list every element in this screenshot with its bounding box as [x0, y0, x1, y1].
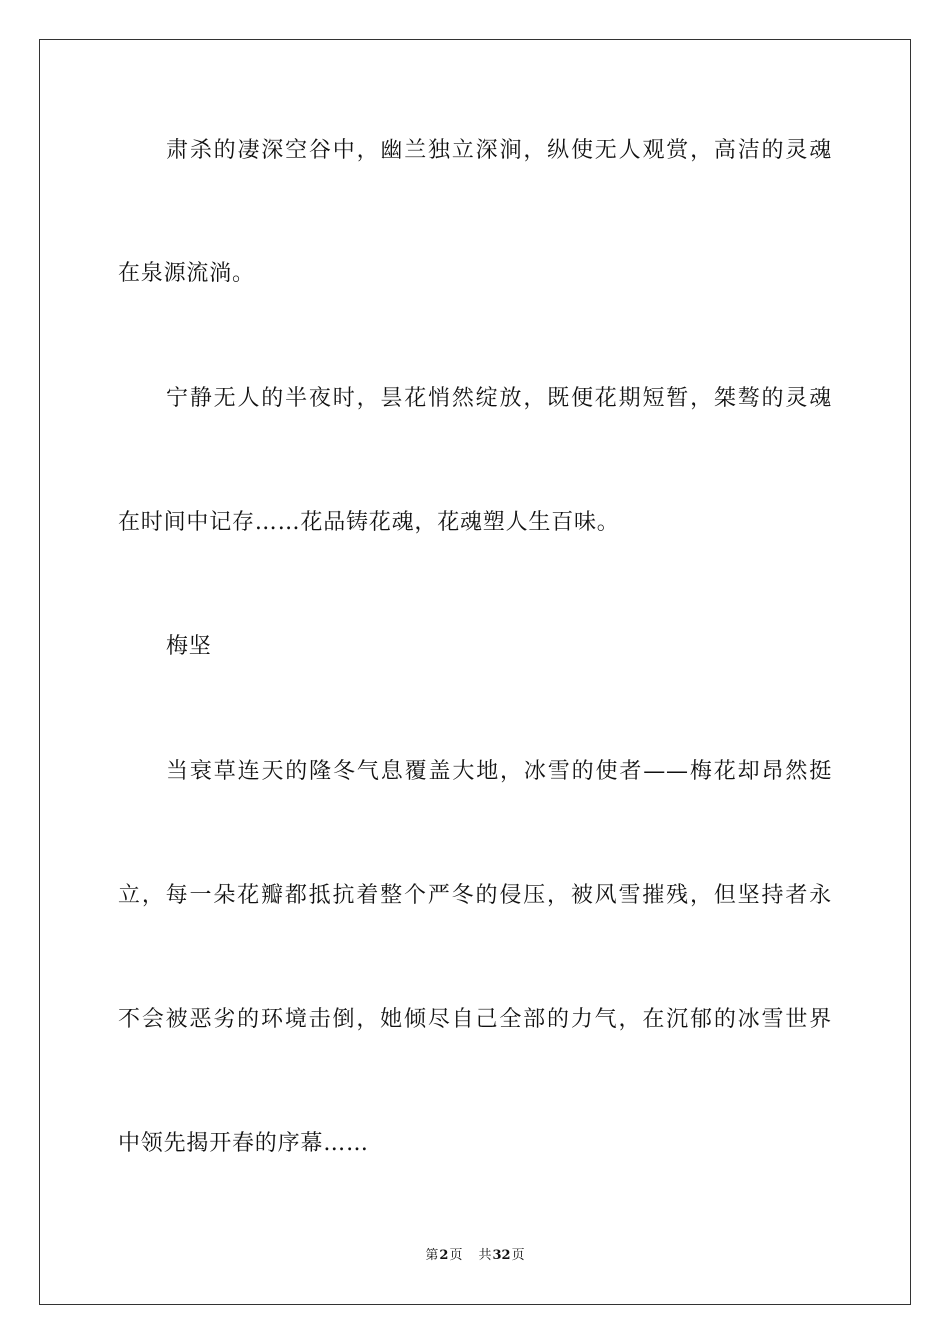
page-suffix: 页 [449, 1248, 463, 1263]
paragraph-line: 宁静无人的半夜时，昙花悄然绽放，既便花期短暂，桀骜的灵魂 [166, 386, 832, 411]
page-footer [0, 1247, 950, 1265]
total-suffix: 页 [511, 1248, 525, 1263]
section-heading: 梅坚 [166, 634, 212, 659]
page-prefix: 第 [425, 1248, 439, 1263]
paragraph-line: 在时间中记存……花品铸花魂，花魂塑人生百味。 [118, 510, 620, 535]
paragraph-line: 不会被恶劣的环境击倒，她倾尽自己全部的力气，在沉郁的冰雪世界 [118, 1007, 832, 1032]
page-frame [39, 39, 911, 1305]
paragraph-line: 中领先揭开春的序幕…… [118, 1131, 369, 1156]
paragraph-line: 肃杀的凄深空谷中，幽兰独立深涧，纵使无人观赏，高洁的灵魂 [166, 138, 832, 163]
total-pages: 32 [492, 1248, 511, 1263]
total-prefix: 共 [478, 1248, 492, 1263]
page-number: 2 [439, 1248, 449, 1263]
paragraph-line: 立，每一朵花瓣都抵抗着整个严冬的侵压，被风雪摧残，但坚持者永 [118, 883, 832, 908]
paragraph-line: 当衰草连天的隆冬气息覆盖大地，冰雪的使者——梅花却昂然挺 [166, 759, 832, 784]
paragraph-line: 在泉源流淌。 [118, 261, 255, 286]
